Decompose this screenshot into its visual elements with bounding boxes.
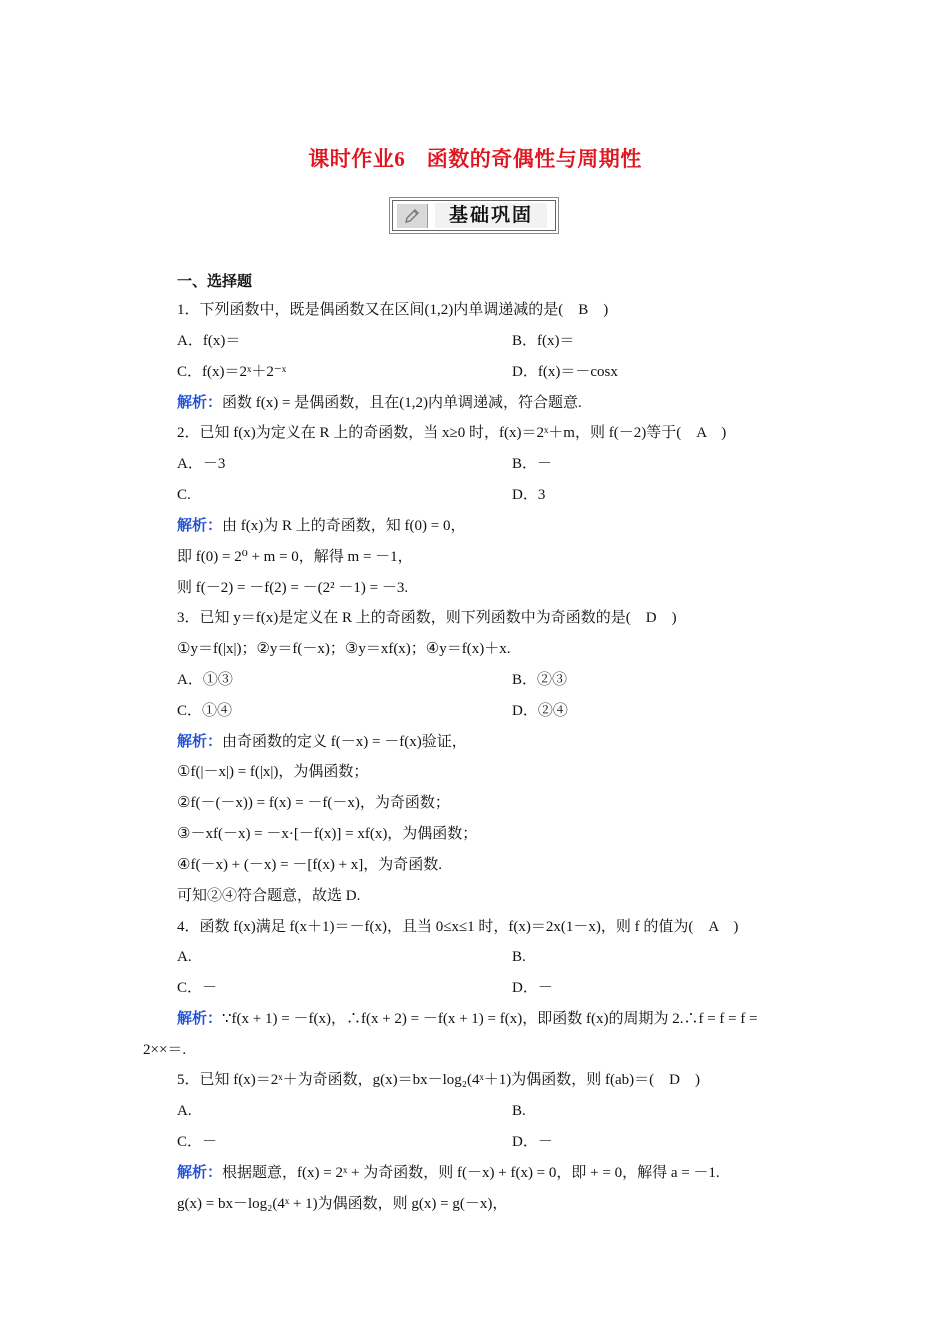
text-line (512, 361, 618, 383)
line-text: 2．已知 f(x)为定义在 R 上的奇函数，当 x≥0 时，f(x)＝2ˣ＋m，则 f(－2)等于( A ) (177, 425, 727, 441)
line-text: ①y＝f(|x|)；②y＝f(－x)；③y＝xf(x)；④y＝f(x)＋x. (177, 641, 511, 657)
line-text: ∵f(x + 1) = －f(x)，∴f(x + 2) = －f(x + 1) = f(x)，即函数 f(x)的周期为 2.∴f = f = f = (222, 1011, 758, 1027)
text-line (512, 330, 575, 352)
line-text: D．f(x)＝－cosx (512, 364, 618, 380)
text-line (512, 1100, 526, 1122)
text-line (177, 299, 608, 321)
text-line (177, 638, 511, 660)
text-line (512, 484, 545, 506)
line-text: ④f(－x) + (－x) = －[f(x) + x]，为奇函数. (177, 857, 443, 873)
line-text: 则 f(－2) = －f(2) = －(2² －1) = －3. (177, 580, 409, 596)
text-line (512, 977, 553, 999)
solution-label: 解析： (177, 734, 223, 750)
line-text: D．－ (512, 1134, 553, 1150)
text-line (177, 422, 726, 444)
line-text: B．－ (512, 456, 553, 472)
line-text: 1．下列函数中，既是偶函数又在区间(1,2)内单调递减的是( B ) (177, 302, 609, 318)
line-text: g(x) = bx－log₂(4ˣ + 1)为偶函数，则 g(x) = g(－x)， (177, 1196, 508, 1212)
line-text: 4．函数 f(x)满足 f(x＋1)＝－f(x)，且当 0≤x≤1 时，f(x)＝2x(1－x)，则 f 的值为( A ) (177, 919, 739, 935)
line-text: 由奇函数的定义 f(－x) = －f(x)验证， (222, 734, 467, 750)
line-text: A．f(x)＝ (177, 333, 241, 349)
line-text: 3．已知 y＝f(x)是定义在 R 上的奇函数，则下列函数中为奇函数的是( D ) (177, 610, 677, 626)
line-text: C．f(x)＝2ˣ＋2⁻ˣ (177, 364, 287, 380)
solution-line (177, 1162, 720, 1184)
text-line (177, 669, 233, 691)
text-line (177, 577, 408, 599)
line-text: ①f(|－x|) = f(|x|)，为偶函数； (177, 764, 369, 780)
line-text: 函数 f(x) = 是偶函数，且在(1,2)内单调递减，符合题意. (222, 395, 582, 411)
line-text: A．－3 (177, 456, 226, 472)
text-line (177, 330, 240, 352)
text-line (177, 1131, 217, 1153)
line-text: D．－ (512, 980, 553, 996)
line-text: D．②④ (512, 703, 568, 719)
text-line (177, 823, 477, 845)
text-line (177, 271, 252, 293)
text-line (177, 946, 192, 968)
text-line (177, 546, 413, 568)
pencil-icon (397, 204, 428, 228)
solution-label: 解析： (177, 518, 223, 534)
text-line (512, 700, 568, 722)
text-line (177, 607, 677, 629)
text-line (177, 854, 442, 876)
solution-label: 解析： (177, 395, 223, 411)
line-text: ③－xf(－x) = －x·[－f(x)] = xf(x)，为偶函数； (177, 826, 478, 842)
line-text: B．②③ (512, 672, 568, 688)
line-text: C. (177, 487, 191, 503)
text-line (177, 977, 217, 999)
text-line (177, 453, 225, 475)
solution-line (177, 731, 467, 753)
page-title: 课时作业6 函数的奇偶性与周期性 (308, 147, 642, 171)
text-line (177, 484, 191, 506)
line-text: A．①③ (177, 672, 233, 688)
text-line (177, 792, 450, 814)
badge-label: 基础巩固 (435, 203, 547, 228)
text-line (512, 1131, 553, 1153)
section-badge (392, 200, 556, 231)
text-line (512, 453, 552, 475)
solution-line (177, 515, 465, 537)
text-line (177, 761, 368, 783)
solution-line (177, 1008, 758, 1030)
solution-label: 解析： (177, 1011, 223, 1027)
line-text: D．3 (512, 487, 546, 503)
text-line (177, 916, 738, 938)
line-text: C．①④ (177, 703, 233, 719)
text-line (177, 700, 232, 722)
line-text: A. (177, 1103, 192, 1119)
solution-label: 解析： (177, 1165, 223, 1181)
text-line (512, 946, 526, 968)
line-text: C．－ (177, 980, 218, 996)
line-text: 可知②④符合题意，故选 D. (177, 888, 361, 904)
text-line (177, 1193, 507, 1215)
line-text: B. (512, 1103, 526, 1119)
line-text: A. (177, 949, 192, 965)
text-line (512, 669, 567, 691)
line-text: 根据题意，f(x) = 2ˣ + 为奇函数，则 f(－x) + f(x) = 0，即 + = 0，解得 a = －1. (222, 1165, 720, 1181)
text-line (177, 885, 360, 907)
line-text: 即 f(0) = 2⁰ + m = 0，解得 m = －1， (177, 549, 413, 565)
line-text: 5．已知 f(x)＝2ˣ＋为奇函数，g(x)＝bx－log₂(4ˣ＋1)为偶函数，则 f(ab)＝( D ) (177, 1072, 701, 1088)
text-line (177, 1069, 700, 1091)
line-text: C．－ (177, 1134, 218, 1150)
text-line (143, 1039, 186, 1061)
solution-line (177, 392, 582, 414)
text-line (177, 1100, 192, 1122)
line-text: B. (512, 949, 526, 965)
line-text: ②f(－(－x)) = f(x) = －f(－x)，为奇函数； (177, 795, 450, 811)
line-text: 一、选择题 (177, 274, 253, 290)
line-text: B．f(x)＝ (512, 333, 575, 349)
text-line (177, 361, 286, 383)
line-text: 2××＝. (143, 1042, 187, 1058)
line-text: 由 f(x)为 R 上的奇函数，知 f(0) = 0， (222, 518, 466, 534)
